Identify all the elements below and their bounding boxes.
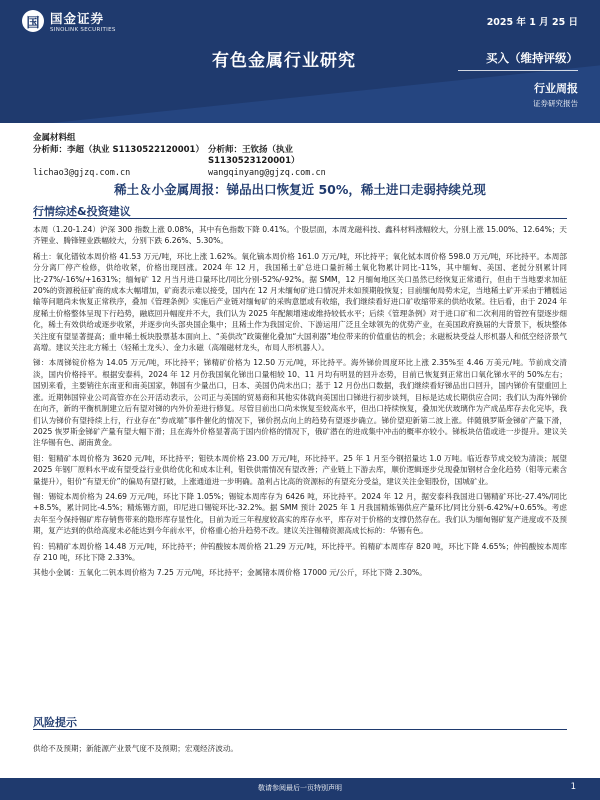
paragraph-antimony: 锑：本周锑锭价格为 14.05 万元/吨，环比持平；锑精矿价格为 12.50 万元/吨，环比持平。海外锑价周度环比上涨 2.35%至 4.46 万美元/吨。节前成交清淡，国内价格持平。根据安泰科，2024 年 12 月份我国氧化锑出口量相较 10、11 月均有明显的回升态势，目前已恢复到正常出口氧化锑水平的 50%左右；国别来看，主要销往东南亚和南美国家，韩国有少量出口，日本、美国仍尚未出口；基于 12 月份出口数据，我们继续看好锑品出口回升，国内锑价有望重回上涨。近期韩国锌业公司高管亦在公开活动表示，公司正与美国的贸易商和其他实体就向美国出口锑进行初步谈判，目标是达成长期供应合同；我们认为海外锑价在向齐，新的平衡机制建立后有望对锑的内外价差进行修复。尽管目前出口尚未恢复至较高水平，但出口持续恢复，叠加光伏玻璃作为产成品库存去化完毕，我们认为锑价有望持续上行，行业存在“券成端”事件催化的情况下，锑价拐点向上的趋势有望逐步确立。锑价望迎新第二波上涨。伴随俄罗斯金锑矿产量下滑，2025 恢罗斯金锑矿产量有望大幅下滑；且在海外价格显著高于国内价格的情况下，俄矿潜在的进成集中冲击的概率亦较小。锑板块估值或进一步提升。建议关注华锡有色、湖南黄金。 xyxy=(33,358,567,448)
report-title: 有色金属行业研究 xyxy=(212,51,356,71)
author-block xyxy=(33,133,573,179)
report-body xyxy=(33,224,567,583)
report-subtype: 证券研究报告 xyxy=(533,99,578,108)
section-divider xyxy=(33,729,567,730)
logo-en: SINOLINK SECURITIES xyxy=(50,27,116,33)
paragraph-tungsten: 钨：钨精矿本周价格 14.48 万元/吨，环比持平；仲钨酸铵本周价格 21.29 万元/吨，环比持平。钨精矿本周库存 820 吨，环比下降 4.65%；仲钨酸铵本周库存 210 吨，环比下降 2.33%。 xyxy=(33,541,567,562)
report-type: 行业周报 xyxy=(534,82,578,95)
paragraph-tin: 锡：锡锭本周价格为 24.69 万元/吨，环比下降 1.05%；锡锭本周库存为 6426 吨，环比持平。2024 年 12 月，据安泰科我国进口锡精矿环比-27.4%/同比+8.5%，累计同比-4.5%；精炼锡方面，印尼进口锡锭环比-32.2%。据 SMM 预计 2025 年 1 月我国精炼锡供应产量环比/同比分别-6.42%/+0.65%。考虑去年至今保持锡矿库存销售带来的隐形库存显性化，目前为近三年程度较高实的库存水平，库存对于价格的支撑仍然存在。我们认为缅甸锡矿复产进度或不及预期，复产达到的供给高度未必能达到今年前水平，价格重心抬升趋势不改。建议关注锡精资源高成长标的：华锡有色。 xyxy=(33,491,567,536)
page-footer xyxy=(0,778,600,800)
page-number: 1 xyxy=(570,782,576,792)
rating-divider xyxy=(458,70,578,71)
report-date: 2025 年 1 月 25 日 xyxy=(486,17,578,28)
paragraph-market: 本周（1.20-1.24）沪深 300 指数上涨 0.08%，其中有色指数下降 0.41%。个股层面，本周龙磁科技、鑫科材料涨幅较大，分别上涨 15.00%、12.64%；天齐锂业、腾锋锂业跌幅较大，分别下跌 6.26%、5.30%。 xyxy=(33,225,567,246)
rating-badge: 买入（维持评级） xyxy=(486,51,578,65)
sector-label: 金属材料组 xyxy=(33,133,76,143)
section-heading-risk: 风险提示 xyxy=(33,716,77,729)
footer-disclaimer[interactable]: 敬请参阅最后一页特别声明 xyxy=(258,784,342,792)
risk-text: 供给不及预期；新能源产业景气度不及预期；宏观经济波动。 xyxy=(33,744,239,753)
logo-cn: 国金证券 xyxy=(50,11,105,26)
paragraph-other-metals: 其他小金属：五氧化二钒本周价格为 7.25 万元/吨，环比持平；金属锗本周价格 17000 元/公斤，环比下降 2.30%。 xyxy=(33,568,427,578)
report-headline: 稀土＆小金属周报：锑品出口恢复近 50%，稀土进口走弱持续兑现 xyxy=(114,182,486,197)
paragraph-molybdenum: 钼：钼精矿本周价格为 3620 元/吨，环比持平；钼铁本周价格 23.00 万元/吨，环比持平。25 年 1 月至今钢招量达 1.0 万吨。临近春节成交较为清淡；展望 2025 年钢厂原料水平或有望受益行业供给优化和成本让利，钼铁供需情况有望改善；产业链上下游去库，顺价逻辑逐步兑现叠加钢材合金化趋势（钼等元素含量提升），钼价“有望无价”的偏局有望打破，上涨通道进一步明确。盈利占比高的资源标的有望充分受益，建议关注金钼股份，国城矿业。 xyxy=(33,453,567,486)
report-header xyxy=(0,0,600,123)
analyst-2-label: 分析师：王钦扬（执业 S1130523120001） xyxy=(208,144,300,166)
section-heading-market: 行情综述&投资建议 xyxy=(33,205,131,218)
paragraph-rare-earth: 稀土：氧化镨钕本周价格 41.53 万元/吨，环比上涨 1.62%。氧化镝本周价格 161.0 万元/吨，环比持平；氧化铽本周价格 598.0 万元/吨，环比持平。本周部分分离厂停产检修，供给收紧，价格出现回涨。2024 年 12 月，我国稀土矿总进口量折稀土氧化物累计同比-11%，其中缅甸、美国、老挝分别累计同比-27%/-16%/+1631%；缅甸矿 12 月当月进口量环比/同比分别-52%/-92%。据 SMM，12 月缅甸地区关口虽然已经恢复正常通行，但由于当地要求加征 20%的资源税征矿商的成本大幅增加，矿商表示难以接受，国内在 12 月未缅甸矿进口情况并未如预期般恢复；目前缅甸局势未定，当地稀土矿开采由于糟糕运输等问题尚未恢复正常秩序，叠加《管理条例》实施后产业链对缅甸矿的采购意愿或有收缩，我们继续看好进口矿收缩带来的供给收紧。往后看，由于 2024 年度稀土价格整体呈现下行趋势，融底回升幅度并不大，我们认为 2025 年配额增速或维持较低水平；后续《管理条例》对于进口矿和二次利用的管控有望逐步细化，稀土有效供给或逐步收紧，并逐步向头部央国企集中；且稀土作为我国定价、下游运用广泛且全球领先的优势产业，在美国政府换届的大背景下，板块整体关注度有望显著提高；重申稀土板块股票基本面向上、“美供改”政策催化叠加“大国利器”地位带来的价值重估的机会；永磁板块受益人形机器人和低空经济景气高增。建议关注北方稀土（轻稀土龙头）、金力永磁（高端磁材龙头，布局人形机器人）。 xyxy=(33,251,567,353)
logo-mark-icon: 国 xyxy=(22,10,44,32)
company-logo xyxy=(22,9,116,33)
analyst-1-email[interactable]: lichao3@gjzq.com.cn xyxy=(33,167,131,178)
analyst-1-label: 分析师：李超（执业 S1130522120001） xyxy=(33,144,204,155)
section-divider xyxy=(33,218,567,219)
analyst-2-email[interactable]: wangqinyang@gjzq.com.cn xyxy=(208,167,326,178)
